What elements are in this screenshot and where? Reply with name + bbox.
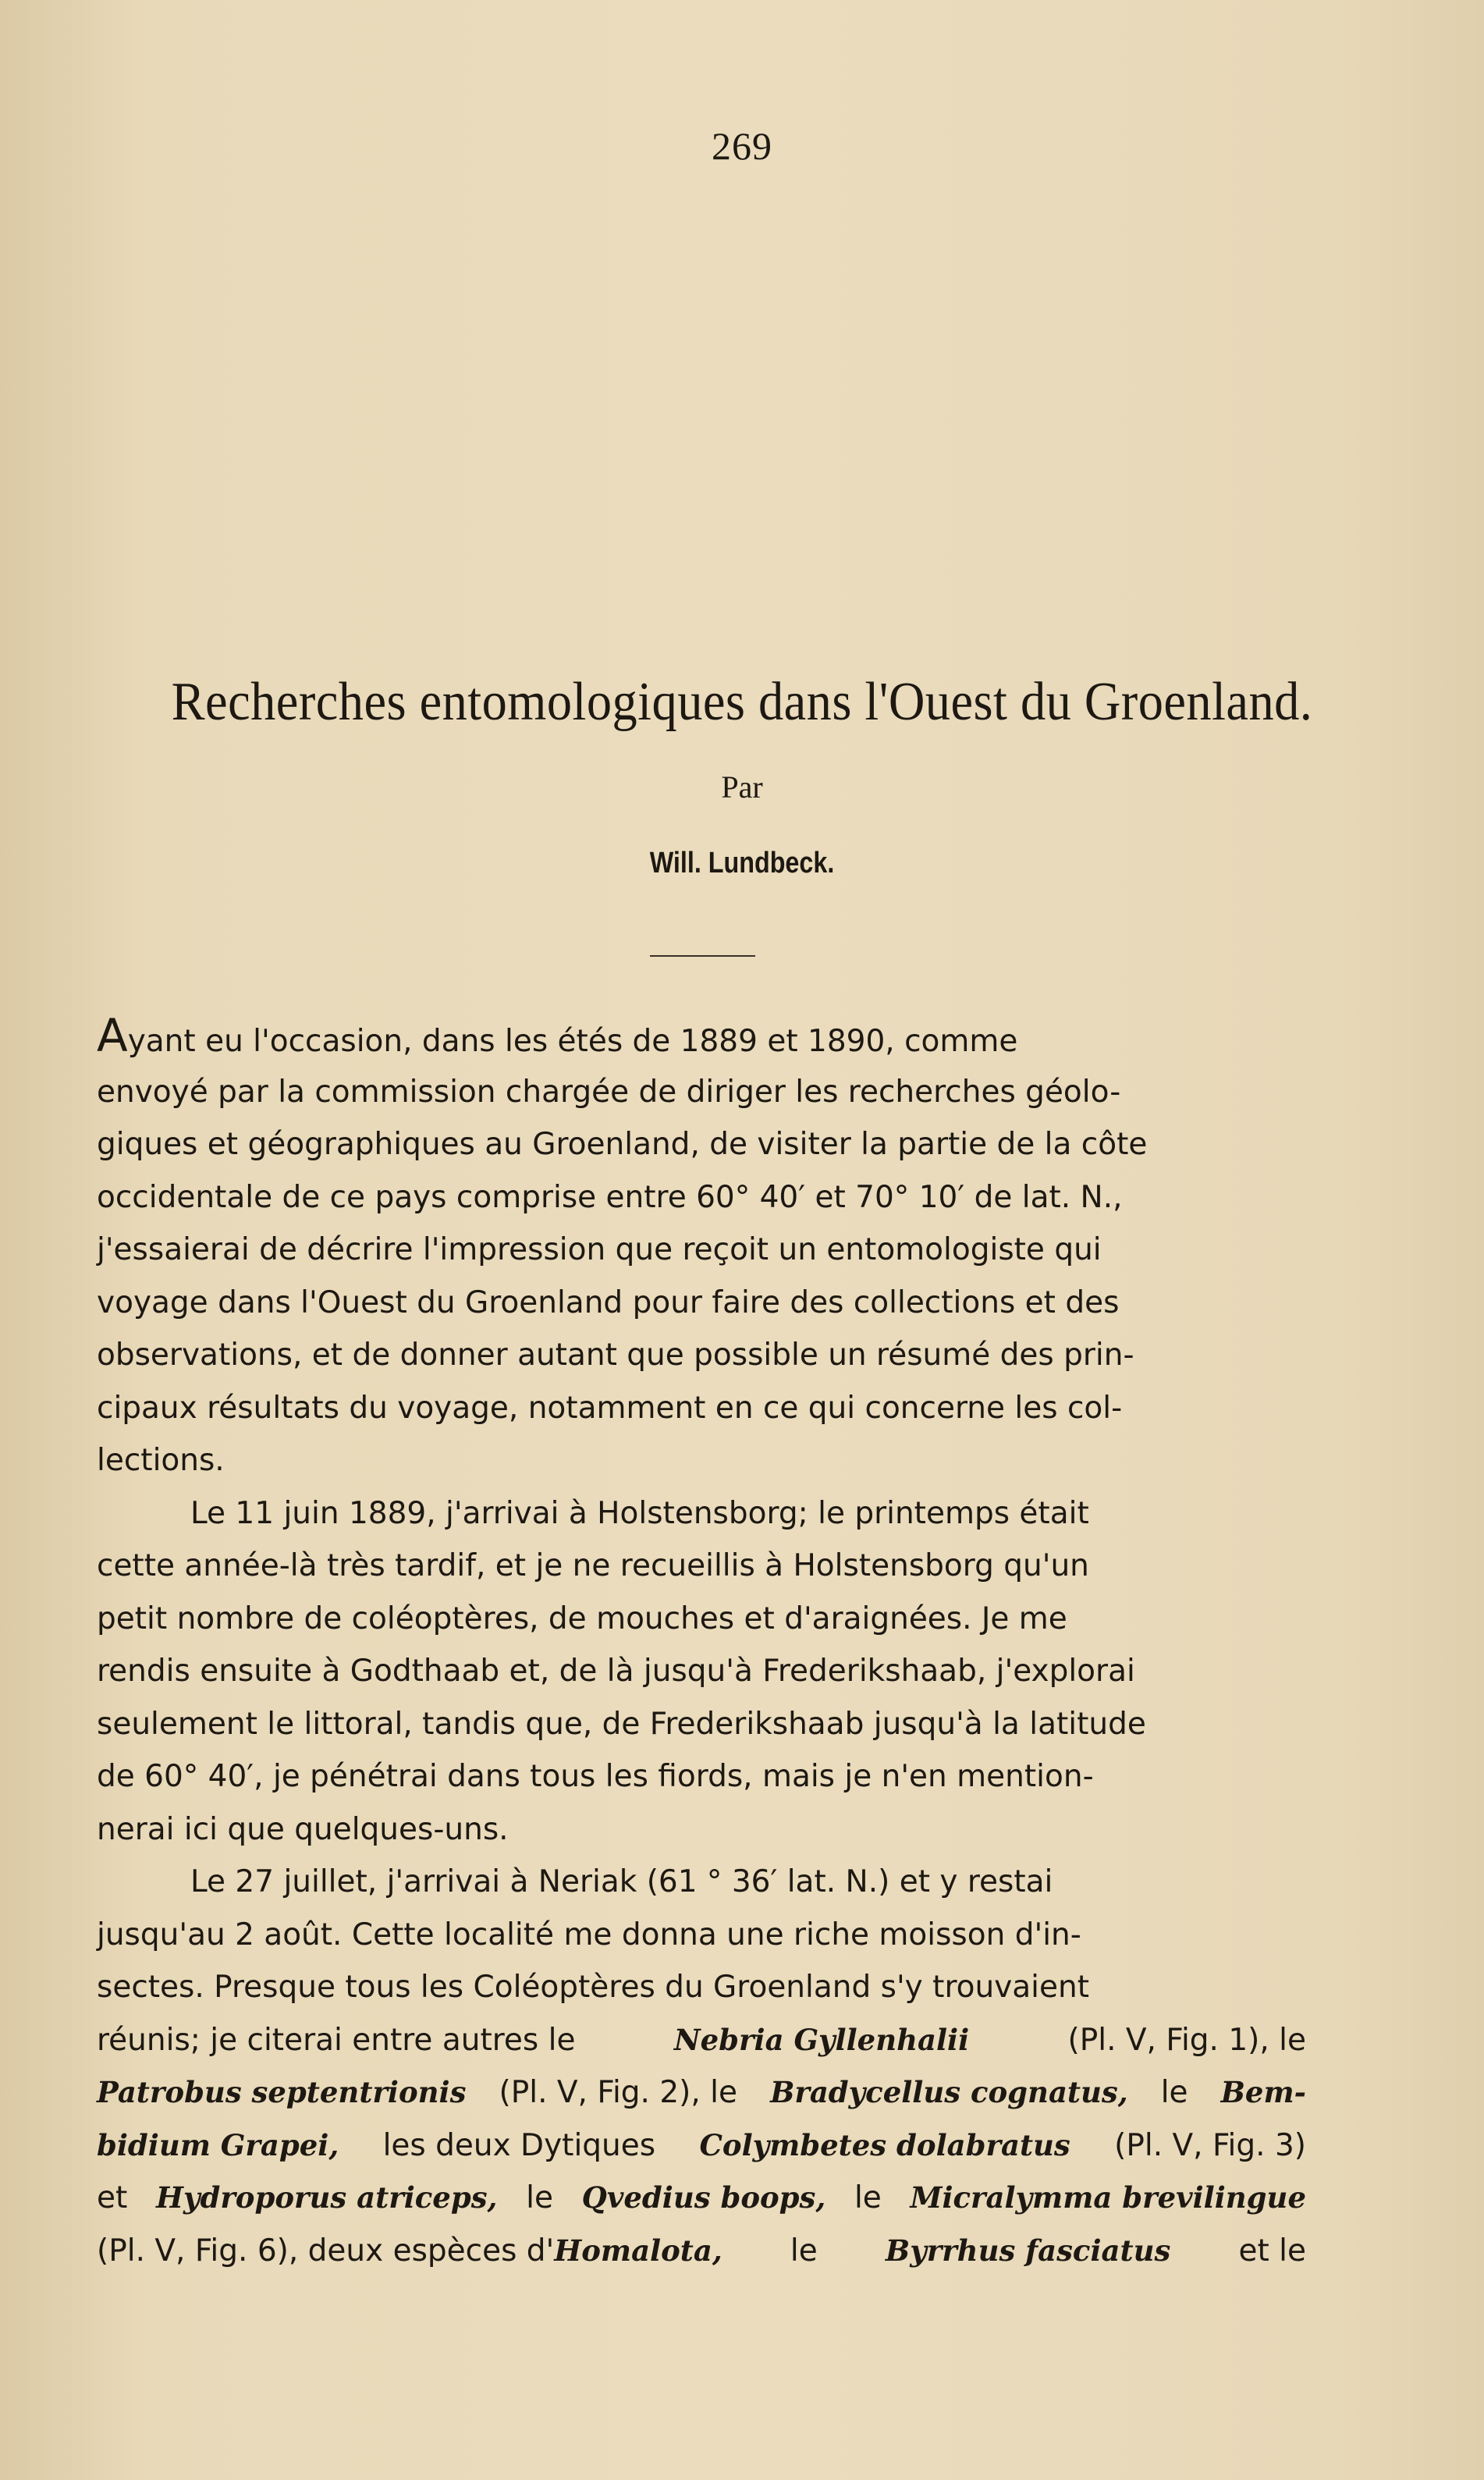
article-title: Recherches entomologiques dans l'Ouest du Groenland. bbox=[171, 672, 1313, 732]
text-span: et le bbox=[1238, 2233, 1306, 2269]
text-span: voyage dans l'Ouest du Groenland pour faire des collections et des bbox=[97, 1284, 1120, 1320]
text-line bbox=[97, 1171, 1306, 1224]
text-line bbox=[97, 1593, 1306, 1646]
text-span: cipaux résultats du voyage, notamment en ce qui concerne les col- bbox=[97, 1390, 1123, 1426]
text-span: les deux Dytiques bbox=[382, 2127, 656, 2163]
text-span: sectes. Presque tous les Coléoptères du Groenland s'y trouvaient bbox=[97, 1970, 1090, 2005]
page-number: 269 bbox=[712, 124, 772, 168]
text-span: petit nombre de coléoptères, de mouches et d'araignées. Je me bbox=[97, 1601, 1067, 1636]
text-line bbox=[97, 1909, 1306, 1962]
text-span: (Pl. V, Fig. 3) bbox=[1114, 2127, 1306, 2163]
species-name: Bradycellus cognatus, bbox=[770, 2075, 1128, 2109]
species-name: Patrobus septentrionis bbox=[97, 2075, 467, 2109]
article-body bbox=[97, 1009, 1306, 2277]
species-name: Bem- bbox=[1220, 2075, 1306, 2109]
text-line bbox=[97, 1009, 1306, 1066]
text-line bbox=[97, 1118, 1306, 1171]
text-span: Le 11 juin 1889, j'arrivai à Holstensborg; le printemps était bbox=[190, 1495, 1089, 1531]
text-line bbox=[97, 2225, 1306, 2278]
text-span: Le 27 juillet, j'arrivai à Neriak (61 ° 36′ lat. N.) et y restai bbox=[190, 1864, 1053, 1899]
text-line bbox=[97, 1803, 1306, 1856]
text-span: cette année-là très tardif, et je ne recueillis à Holstensborg qu'un bbox=[97, 1548, 1089, 1583]
drop-cap: A bbox=[97, 1009, 128, 1062]
text-line bbox=[97, 1961, 1306, 2014]
text-span: réunis; je citerai entre autres le bbox=[97, 2022, 576, 2058]
text-span: envoyé par la commission chargée de diriger les recherches géolo- bbox=[97, 1074, 1121, 1110]
species-name: Nebria Gyllenhalii bbox=[673, 2022, 970, 2057]
text-line bbox=[97, 1540, 1306, 1593]
species-name: Homalota, bbox=[554, 2233, 722, 2268]
species-name: Qvedius boops, bbox=[581, 2180, 826, 2215]
text-line bbox=[97, 1066, 1306, 1119]
text-span: observations, et de donner autant que possible un résumé des prin- bbox=[97, 1338, 1134, 1373]
byline: Par bbox=[721, 769, 763, 805]
species-name: Colymbetes dolabratus bbox=[699, 2127, 1070, 2162]
text-line bbox=[97, 1329, 1306, 1382]
text-span: (Pl. V, Fig. 2), le bbox=[499, 2075, 737, 2110]
text-line bbox=[97, 1224, 1306, 1277]
text-span: (Pl. V, Fig. 6), deux espèces d' bbox=[97, 2233, 555, 2269]
text-span: le bbox=[790, 2233, 818, 2269]
text-span: lections. bbox=[97, 1443, 225, 1478]
text-span: j'essaierai de décrire l'impression que reçoit un entomologiste qui bbox=[97, 1232, 1102, 1267]
text-span: giques et géographiques au Groenland, de visiter la partie de la côte bbox=[97, 1127, 1148, 1162]
separator-rule bbox=[650, 955, 755, 957]
text-span: le bbox=[1160, 2075, 1188, 2110]
species-name: Byrrhus fasciatus bbox=[885, 2233, 1171, 2268]
text-span: jusqu'au 2 août. Cette localité me donna une riche moisson d'in- bbox=[97, 1917, 1081, 1952]
text-span: et bbox=[97, 2180, 128, 2215]
text-line bbox=[97, 1487, 1306, 1540]
text-line bbox=[97, 1856, 1306, 1909]
species-name: Micralymma brevilingue bbox=[910, 2180, 1306, 2215]
text-line bbox=[97, 1750, 1306, 1803]
species-name: Hydroporus atriceps, bbox=[155, 2180, 498, 2215]
text-line bbox=[97, 1277, 1306, 1330]
text-span: rendis ensuite à Godthaab et, de là jusqu'à Frederikshaab, j'explorai bbox=[97, 1654, 1135, 1689]
text-line bbox=[97, 2119, 1306, 2173]
text-line bbox=[97, 2172, 1306, 2225]
species-name: bidium Grapei, bbox=[97, 2127, 339, 2162]
text-span: occidentale de ce pays comprise entre 60° 40′ et 70° 10′ de lat. N., bbox=[97, 1179, 1123, 1215]
text-span: de 60° 40′, je pénétrai dans tous les fiords, mais je n'en mention- bbox=[97, 1759, 1094, 1794]
text-line bbox=[97, 1382, 1306, 1435]
text-span: le bbox=[526, 2180, 553, 2215]
text-span: seulement le littoral, tandis que, de Frederikshaab jusqu'à la latitude bbox=[97, 1706, 1146, 1742]
author-name: Will. Lundbeck. bbox=[649, 847, 835, 879]
text-line bbox=[97, 1434, 1306, 1487]
text-line bbox=[97, 2014, 1306, 2067]
text-line bbox=[97, 1698, 1306, 1751]
text-span: le bbox=[854, 2180, 882, 2215]
text-span: (Pl. V, Fig. 1), le bbox=[1067, 2022, 1306, 2058]
text-span: yant eu l'occasion, dans les étés de 1889 et 1890, comme bbox=[127, 1024, 1018, 1059]
text-span: nerai ici que quelques-uns. bbox=[97, 1811, 509, 1847]
text-line bbox=[97, 1645, 1306, 1698]
text-line bbox=[97, 2066, 1306, 2119]
